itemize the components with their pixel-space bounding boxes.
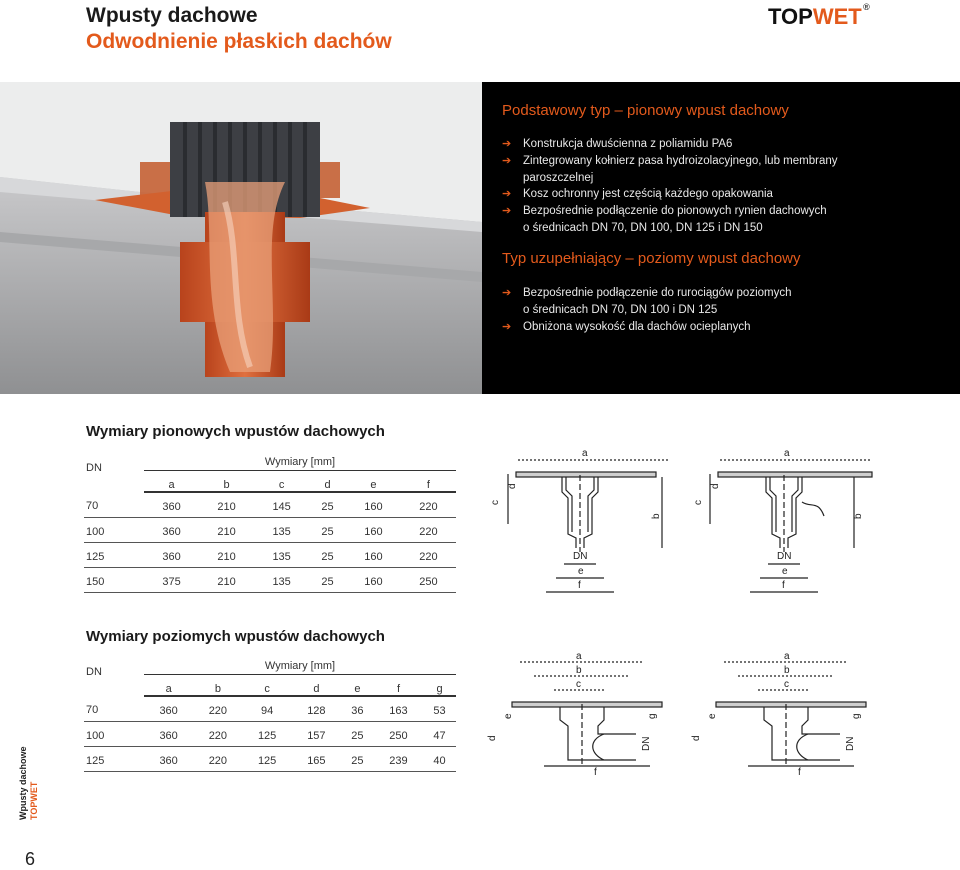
table-cell: 25 bbox=[341, 721, 374, 746]
list-item-text: Bezpośrednie podłączenie do rurociągów poziomych bbox=[523, 287, 792, 299]
horizontal-drain-diagrams bbox=[486, 648, 960, 783]
table-cell: 36 bbox=[341, 696, 374, 721]
dim-label-b: b bbox=[651, 513, 662, 519]
table-cell: 160 bbox=[346, 517, 401, 542]
side-label-section: Wpusty dachowe bbox=[18, 746, 28, 820]
table-cell: 25 bbox=[341, 746, 374, 771]
table-cell: 360 bbox=[144, 542, 199, 567]
page-subtitle: Odwodnienie płaskich dachów bbox=[86, 30, 392, 53]
list-item bbox=[502, 186, 838, 203]
table-cell: 160 bbox=[346, 542, 401, 567]
dim-label-dn: DN bbox=[845, 736, 856, 751]
table-cell: 210 bbox=[199, 517, 254, 542]
table-row bbox=[84, 542, 456, 567]
table-cell: 220 bbox=[193, 696, 242, 721]
horizontal-dimensions-title: Wymiary poziomych wpustów dachowych bbox=[86, 628, 385, 645]
arrow-right-icon: ➔ bbox=[502, 205, 512, 218]
table-row bbox=[84, 721, 456, 746]
dim-label-f: f bbox=[798, 767, 801, 778]
dimensions-group-header: Wymiary [mm] bbox=[144, 452, 456, 470]
dim-label-a: a bbox=[582, 448, 588, 459]
arrow-right-icon: ➔ bbox=[502, 188, 512, 201]
table-cell: 165 bbox=[292, 746, 341, 771]
arrow-right-icon: ➔ bbox=[502, 154, 512, 167]
list-item bbox=[502, 153, 838, 187]
dim-label-b: b bbox=[853, 513, 864, 519]
list-item-text-cont: o średnicach DN 70, DN 100, DN 125 i DN 150 bbox=[523, 221, 763, 234]
list-item-text: Konstrukcja dwuścienna z poliamidu PA6 bbox=[523, 138, 733, 150]
table-cell: 210 bbox=[199, 542, 254, 567]
dim-label-e: e bbox=[782, 566, 788, 577]
dim-label-c: c bbox=[490, 500, 501, 505]
table-cell: 145 bbox=[254, 492, 309, 517]
column-header: e bbox=[346, 470, 401, 492]
table-cell: 25 bbox=[309, 517, 346, 542]
arrow-right-icon: ➔ bbox=[502, 287, 512, 299]
extra-type-list bbox=[502, 285, 792, 335]
dim-label-d: d bbox=[487, 735, 498, 741]
column-header: d bbox=[292, 674, 341, 696]
horizontal-dimensions-table bbox=[84, 656, 456, 772]
table-cell: 160 bbox=[346, 567, 401, 592]
dim-label-g: g bbox=[647, 713, 658, 719]
table-cell: 210 bbox=[199, 492, 254, 517]
dim-label-a: a bbox=[576, 651, 582, 662]
table-cell: 70 bbox=[84, 492, 144, 517]
table-row bbox=[84, 492, 456, 517]
table-cell: 125 bbox=[84, 746, 144, 771]
list-item-text-cont: o średnicach DN 70, DN 100 i DN 125 bbox=[523, 303, 718, 316]
horizontal-drain-drawing-1 bbox=[487, 651, 662, 778]
vertical-dimensions-table bbox=[84, 452, 456, 593]
dim-label-g: g bbox=[851, 713, 862, 719]
dim-label-e: e bbox=[503, 713, 514, 719]
table-cell: 100 bbox=[84, 721, 144, 746]
table-cell: 220 bbox=[401, 517, 456, 542]
table-cell: 125 bbox=[84, 542, 144, 567]
table-cell: 360 bbox=[144, 721, 193, 746]
list-item-text: Zintegrowany kołnierz pasa hydroizolacyjnego, lub membrany bbox=[523, 154, 838, 167]
vertical-dimensions-title: Wymiary pionowych wpustów dachowych bbox=[86, 423, 385, 440]
table-cell: 125 bbox=[243, 721, 292, 746]
column-header: g bbox=[423, 674, 456, 696]
table-cell: 70 bbox=[84, 696, 144, 721]
dim-label-f: f bbox=[578, 580, 581, 591]
table-row bbox=[84, 696, 456, 721]
table-cell: 128 bbox=[292, 696, 341, 721]
table-cell: 94 bbox=[243, 696, 292, 721]
roof-drain-illustration bbox=[0, 82, 482, 394]
list-item bbox=[502, 319, 792, 336]
table-cell: 375 bbox=[144, 567, 199, 592]
dim-label-f: f bbox=[782, 580, 785, 591]
table-cell: 163 bbox=[374, 696, 423, 721]
column-header: c bbox=[243, 674, 292, 696]
dn-column-header: DN bbox=[86, 462, 102, 474]
table-row bbox=[84, 746, 456, 771]
list-item-text: Kosz ochronny jest częścią każdego opakowania bbox=[523, 188, 773, 201]
table-cell: 100 bbox=[84, 517, 144, 542]
table-cell: 25 bbox=[309, 542, 346, 567]
list-item-text-cont: paroszczelnej bbox=[523, 171, 594, 184]
arrow-right-icon: ➔ bbox=[502, 138, 512, 150]
logo-part-top: TOP bbox=[768, 4, 813, 29]
dn-column-header: DN bbox=[86, 666, 102, 678]
table-cell: 360 bbox=[144, 696, 193, 721]
page-number: 6 bbox=[25, 849, 36, 869]
list-item-text: Obniżona wysokość dla dachów ocieplanych bbox=[523, 320, 751, 333]
table-cell: 220 bbox=[401, 492, 456, 517]
column-header: d bbox=[309, 470, 346, 492]
logo-part-wet: WET bbox=[812, 4, 862, 29]
column-header: b bbox=[199, 470, 254, 492]
table-cell: 40 bbox=[423, 746, 456, 771]
basic-type-heading: Podstawowy typ – pionowy wpust dachowy bbox=[502, 102, 789, 119]
column-header: f bbox=[374, 674, 423, 696]
dim-label-b: b bbox=[576, 665, 582, 676]
table-cell: 220 bbox=[193, 746, 242, 771]
table-cell: 250 bbox=[401, 567, 456, 592]
page-title: Wpusty dachowe bbox=[86, 4, 258, 27]
table-row bbox=[84, 567, 456, 592]
horizontal-drain-drawing-2 bbox=[691, 651, 866, 778]
table-cell: 220 bbox=[193, 721, 242, 746]
table-cell: 360 bbox=[144, 746, 193, 771]
dim-label-b: b bbox=[784, 665, 790, 676]
table-cell: 160 bbox=[346, 492, 401, 517]
list-item bbox=[502, 136, 838, 153]
table-cell: 210 bbox=[199, 567, 254, 592]
basic-type-list bbox=[502, 136, 838, 237]
product-info-panel bbox=[482, 82, 960, 394]
table-cell: 239 bbox=[374, 746, 423, 771]
column-header: e bbox=[341, 674, 374, 696]
dim-label-c: c bbox=[693, 500, 704, 505]
dim-label-f: f bbox=[594, 767, 597, 778]
dim-label-e: e bbox=[578, 566, 584, 577]
vertical-drain-drawing-1 bbox=[490, 448, 668, 592]
dim-label-e: e bbox=[707, 713, 718, 719]
vertical-drain-drawing-2 bbox=[693, 448, 872, 592]
table-cell: 53 bbox=[423, 696, 456, 721]
dim-label-c: c bbox=[784, 679, 789, 690]
dim-label-dn: DN bbox=[573, 551, 588, 562]
table-cell: 360 bbox=[144, 492, 199, 517]
column-header: f bbox=[401, 470, 456, 492]
column-header: b bbox=[193, 674, 242, 696]
table-cell: 47 bbox=[423, 721, 456, 746]
table-cell: 135 bbox=[254, 567, 309, 592]
table-cell: 250 bbox=[374, 721, 423, 746]
table-cell: 360 bbox=[144, 517, 199, 542]
dimensions-group-header: Wymiary [mm] bbox=[144, 656, 456, 674]
dim-label-c: c bbox=[576, 679, 581, 690]
arrow-right-icon: ➔ bbox=[502, 320, 512, 333]
table-cell: 25 bbox=[309, 567, 346, 592]
list-item bbox=[502, 203, 838, 237]
side-label-text bbox=[18, 746, 40, 820]
dim-label-d: d bbox=[710, 483, 721, 489]
side-section-label bbox=[18, 746, 48, 820]
vertical-drain-diagrams bbox=[486, 440, 960, 600]
list-item-text: Bezpośrednie podłączenie do pionowych rynien dachowych bbox=[523, 205, 827, 218]
column-header: a bbox=[144, 470, 199, 492]
dim-label-a: a bbox=[784, 448, 790, 459]
table-cell: 135 bbox=[254, 542, 309, 567]
side-label-brand: TOPWET bbox=[29, 781, 39, 820]
dim-label-a: a bbox=[784, 651, 790, 662]
topwet-logo bbox=[768, 2, 870, 30]
dim-label-d: d bbox=[507, 483, 518, 489]
dim-label-d: d bbox=[691, 735, 702, 741]
table-cell: 135 bbox=[254, 517, 309, 542]
column-header: c bbox=[254, 470, 309, 492]
table-cell: 220 bbox=[401, 542, 456, 567]
table-cell: 150 bbox=[84, 567, 144, 592]
table-row bbox=[84, 517, 456, 542]
column-header: a bbox=[144, 674, 193, 696]
table-cell: 125 bbox=[243, 746, 292, 771]
dim-label-dn: DN bbox=[777, 551, 792, 562]
logo-registered-mark: ® bbox=[863, 2, 870, 12]
dim-label-dn: DN bbox=[641, 736, 652, 751]
table-cell: 157 bbox=[292, 721, 341, 746]
list-item bbox=[502, 285, 792, 319]
table-cell: 25 bbox=[309, 492, 346, 517]
extra-type-heading: Typ uzupełniający – poziomy wpust dachowy bbox=[502, 250, 801, 267]
roof-drain-photo bbox=[0, 82, 482, 394]
